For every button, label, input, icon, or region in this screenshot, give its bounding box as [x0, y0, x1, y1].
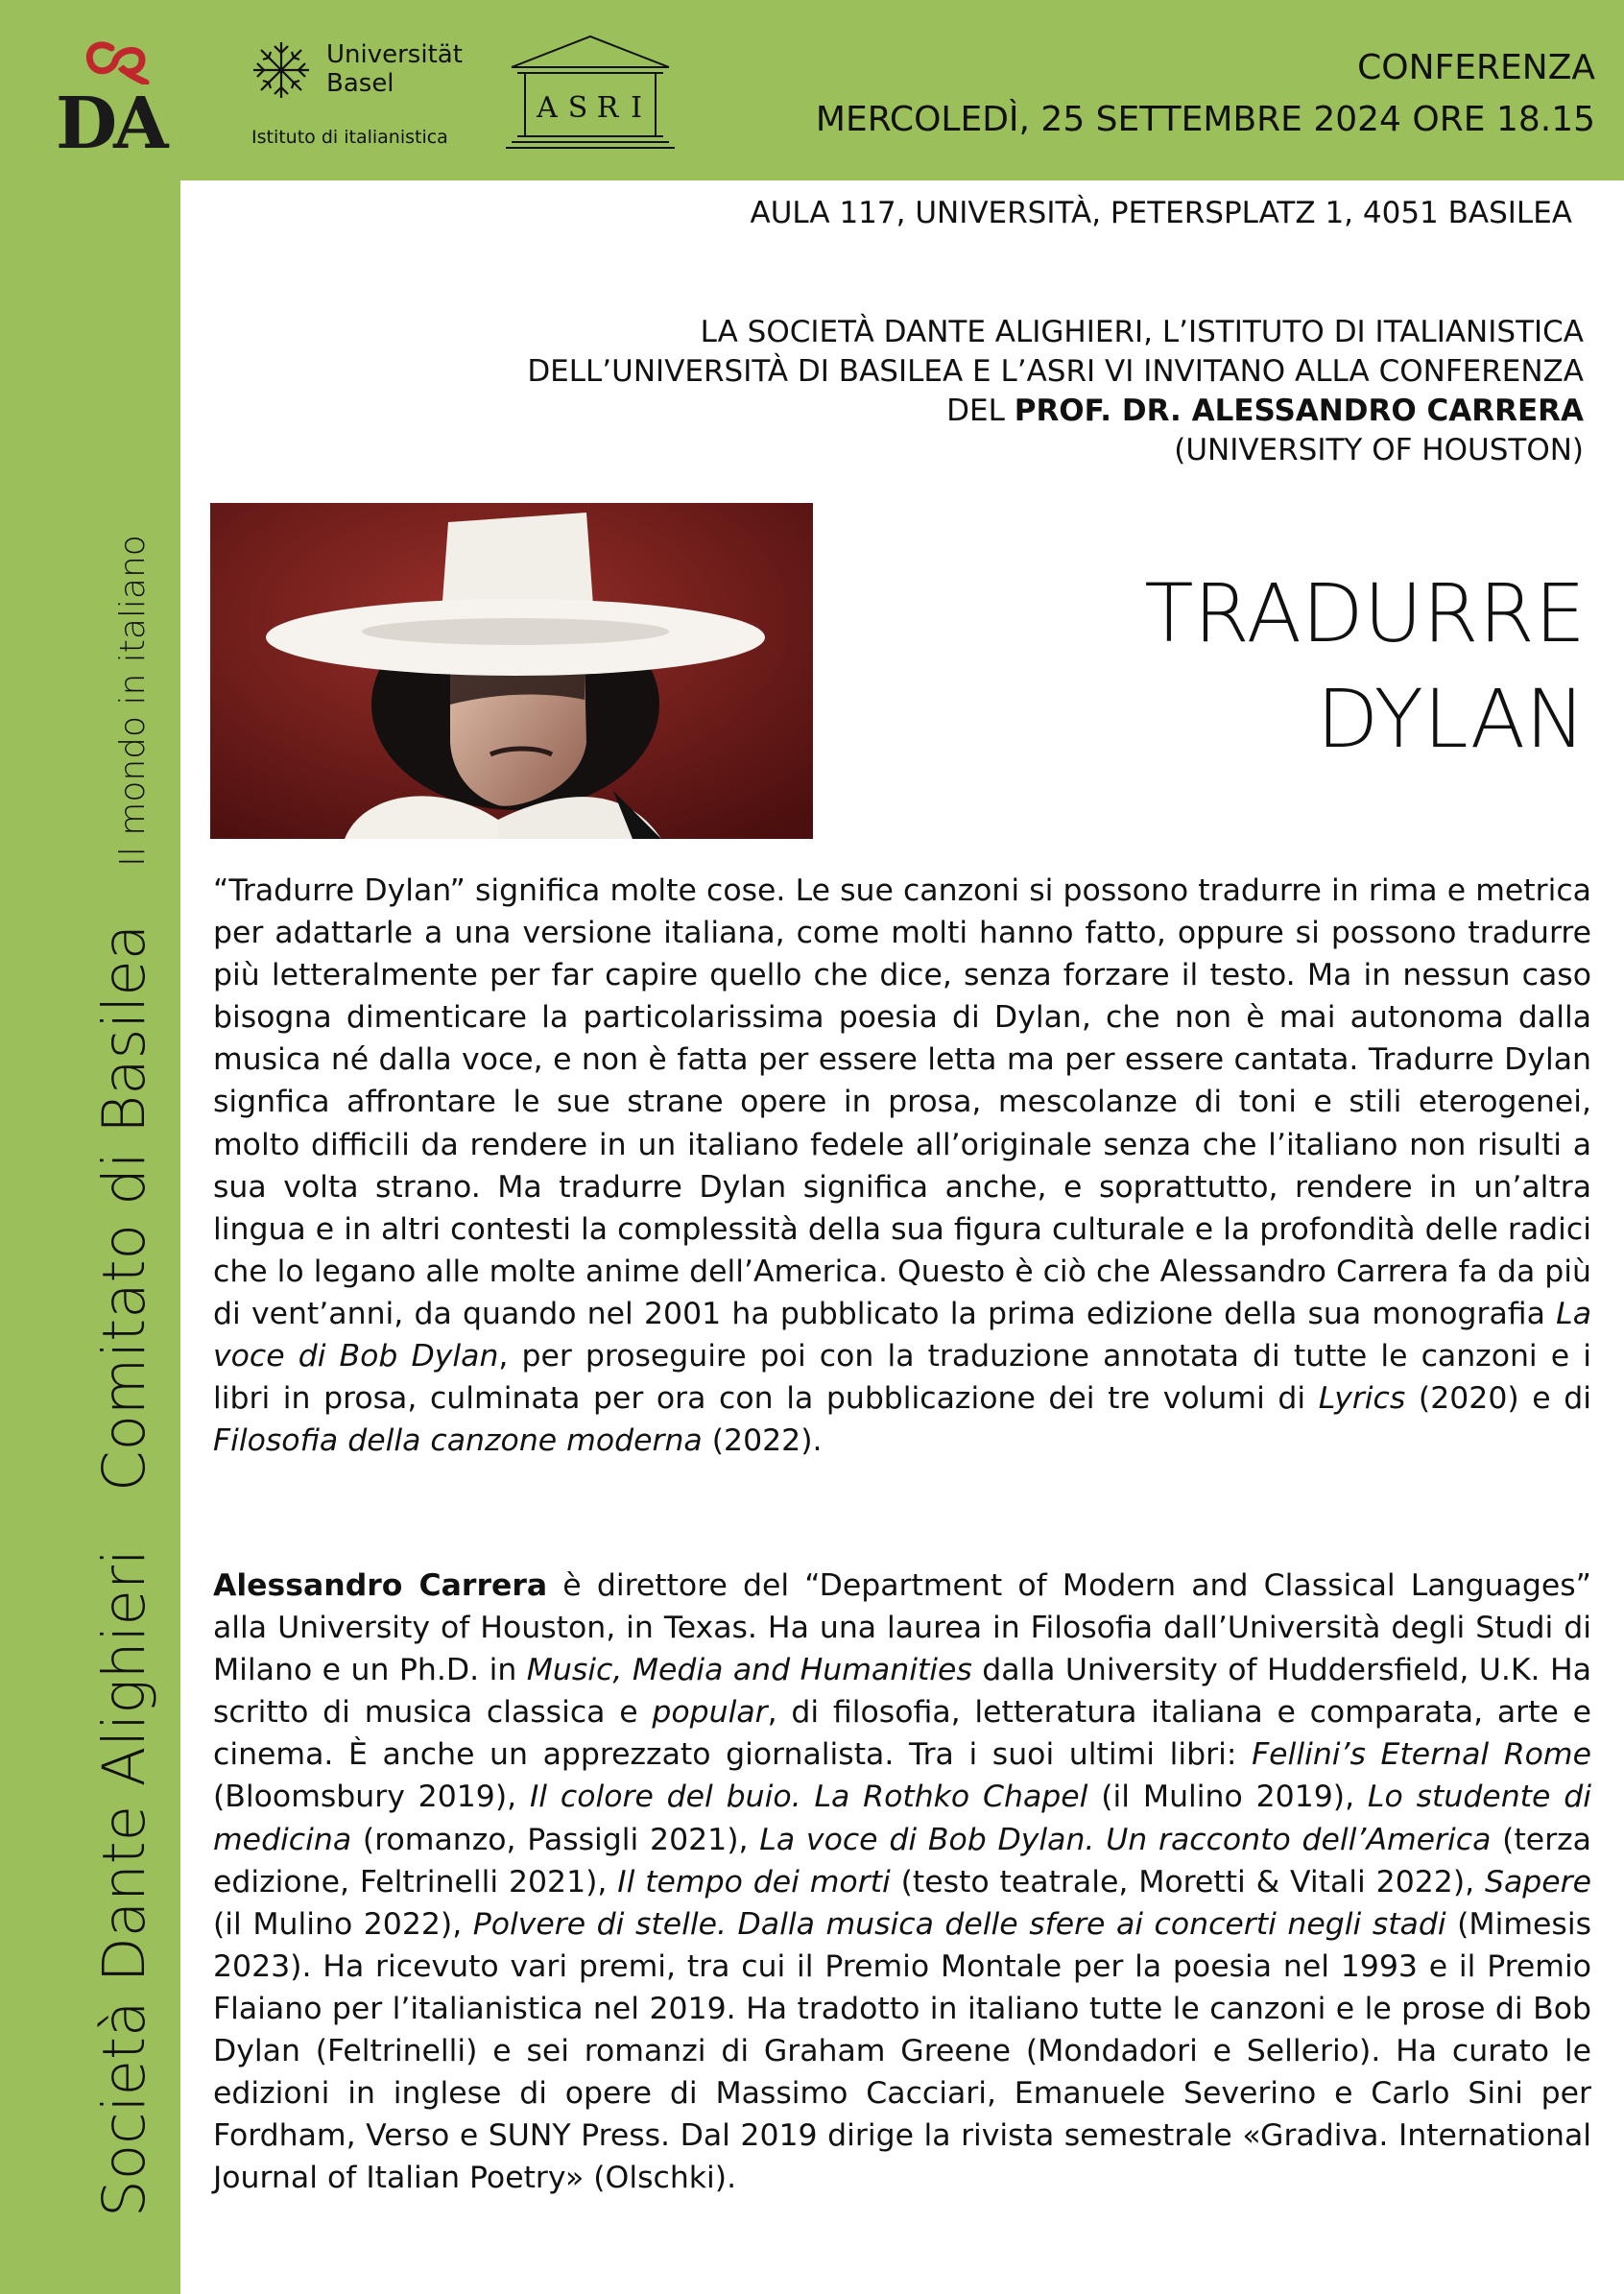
- abstract-text-4: (2022).: [702, 1423, 823, 1459]
- bio-text-6: (romanzo, Passigli 2021),: [351, 1822, 760, 1857]
- bio-text-9: (il Mulino 2022),: [213, 1906, 473, 1942]
- unibas-name-line1: Universität: [326, 40, 463, 69]
- bio-text-4: (Bloomsbury 2019),: [213, 1780, 530, 1815]
- abstract-text-1: “Tradurre Dylan” significa molte cose. Le sue canzoni si possono tradurre in rima e metrica per adattarle a una versione italiana, come molti hanno fatto, oppure si possono tradurre più letteralmente per far capire quello che dice, senza forzare il testo. Ma in nessun caso bisogna dimenticare la particolarissima poesia di Dylan, che non è mai autonoma dalla musica né dalla voce, e non è fatta per essere letta ma per essere cantata. Tradurre Dylan signfica affrontare le sue strane opere in prosa, mescolanze di toni e stili eterogenei, molto difficili da rendere in un italiano fedele all’originale senza che l’italiano non risulti a sua volta strano. Ma tradurre Dylan significa anche, e soprattutto, rendere in un’altra lingua e in altri contesti la complessità della sua figura culturale e la profondità delle radici che lo legano alle molte anime dell’America. Questo è ciò che Alessandro Carrera fa da più di vent’anni, da quando nel 2001 ha pubblicato la prima edizione della sua monografia: [213, 873, 1591, 1331]
- bio-text-10: (Mimesis 2023). Ha ricevuto vari premi, tra cui il Premio Montale per la poesia nel 1993 e il Premio Flaiano per l’italianistica nel 2019. Ha tradotto in italiano tutte le canzoni e le prose di Bob Dylan (Feltrinelli) e sei romanzi di Graham Greene (Mondadori e Sellerio). Ha curato le edizioni in inglese di opere di Massimo Cacciari, Emanuele Severino e Carlo Sini per Fordham, Verso e SUNY Press. Dal 2019 dirige la rivista semestrale «Gradiva. International Journal of Italian Poetry» (Olschki).: [213, 1906, 1592, 2196]
- abstract-italic-3: Filosofia della canzone moderna: [213, 1423, 703, 1459]
- asri-temple-logo: [504, 33, 677, 157]
- invitation-line1: LA SOCIETÀ DANTE ALIGHIERI, L’ISTITUTO DI ITALIANISTICA: [700, 315, 1584, 349]
- speaker-affiliation: (UNIVERSITY OF HOUSTON): [1174, 433, 1584, 467]
- invitation-block: [527, 313, 1584, 470]
- event-date: MERCOLEDÌ, 25 SETTEMBRE 2024 ORE 18.15: [815, 100, 1595, 139]
- title-line2: DYLAN: [1316, 672, 1586, 766]
- abstract-italic-2: Lyrics: [1318, 1381, 1406, 1417]
- title-line1: TRADURRE: [1144, 566, 1586, 660]
- asri-letter-s: S: [567, 91, 588, 125]
- invitation-line2: DELL’UNIVERSITÀ DI BASILEA E L’ASRI VI INVITANO ALLA CONFERENZA: [527, 354, 1584, 389]
- sidebar-motto: Il mondo in italiano: [113, 535, 153, 867]
- asri-letter-a: A: [537, 91, 558, 125]
- bio-paragraph: [213, 1565, 1591, 2199]
- da-letters: DA: [56, 83, 165, 165]
- da-swirl-icon: [83, 38, 150, 84]
- sidebar-vertical-text: [90, 535, 158, 2217]
- invitation-line3: [527, 392, 1584, 431]
- event-type: CONFERENZA: [1357, 48, 1595, 87]
- event-venue: AULA 117, UNIVERSITÀ, PETERSPLATZ 1, 4051 BASILEA: [750, 196, 1572, 230]
- bio-italic-3: Fellini’s Eternal Rome: [1252, 1737, 1591, 1773]
- dante-alighieri-logo: [56, 38, 171, 163]
- invitation-line3-prefix: DEL: [946, 394, 1015, 428]
- abstract-text-3: (2020) e di: [1405, 1381, 1591, 1417]
- bio-italic-1: Music, Media and Humanities: [526, 1653, 972, 1688]
- abstract-italic-1: La voce di Bob Dylan: [213, 1296, 1591, 1374]
- bio-italic-2: popular: [652, 1695, 768, 1731]
- bio-text-5: (il Mulino 2019),: [1087, 1780, 1368, 1815]
- abstract-paragraph: [213, 870, 1591, 1462]
- header-band: [0, 0, 1624, 180]
- bio-italic-6: La voce di Bob Dylan. Un racconto dell’America: [759, 1822, 1492, 1857]
- bio-text-7: (terza edizione, Feltrinelli 2021),: [213, 1822, 1591, 1900]
- bio-text-1: è direttore del “Department of Modern and Classical Languages” alla University of Houston, in Texas. Ha una laurea in Filosofia dall’Università degli Studi di Milano e un Ph.D. in: [213, 1568, 1591, 1688]
- unibas-logo: [251, 40, 482, 155]
- bio-italic-4: Il colore del buio. La Rothko Chapel: [530, 1780, 1088, 1815]
- bio-italic-7: Il tempo dei morti: [617, 1864, 891, 1900]
- bio-text-3: , di filosofia, letteratura italiana e comparata, arte e cinema. È anche un apprezzato giornalista. Tra i suoi ultimi libri:: [213, 1695, 1591, 1773]
- bio-name: Alessandro Carrera: [213, 1568, 548, 1603]
- asri-letter-i: I: [631, 91, 642, 125]
- bob-dylan-photo: [210, 503, 813, 839]
- bio-text-2: dalla University of Huddersfield, U.K. Ha scritto di musica classica e: [213, 1653, 1591, 1731]
- asri-letter-r: R: [596, 91, 619, 125]
- sidebar-org: Società Dante Alighieri: [90, 1549, 158, 2217]
- unibas-snowflake-icon: [251, 40, 311, 100]
- bio-italic-9: Polvere di stelle. Dalla musica delle sfere ai concerti negli stadi: [472, 1906, 1446, 1942]
- sidebar-committee: Comitato di Basilea: [90, 923, 158, 1492]
- bio-italic-5: Lo studente di medicina: [213, 1780, 1591, 1857]
- bio-text-8: (testo teatrale, Moretti & Vitali 2022),: [890, 1864, 1485, 1900]
- bio-italic-8: Sapere: [1485, 1864, 1592, 1900]
- unibas-name: [326, 40, 463, 98]
- speaker-name: PROF. DR. ALESSANDRO CARRERA: [1014, 394, 1584, 428]
- event-title: [1144, 561, 1586, 772]
- abstract-text-2: , per proseguire poi con la traduzione annotata di tutte le canzoni e i libri in prosa, culminata per ora con la pubblicazione dei tre volumi di: [213, 1339, 1591, 1417]
- unibas-institute: Istituto di italianistica: [251, 127, 448, 148]
- unibas-name-line2: Basel: [326, 69, 394, 98]
